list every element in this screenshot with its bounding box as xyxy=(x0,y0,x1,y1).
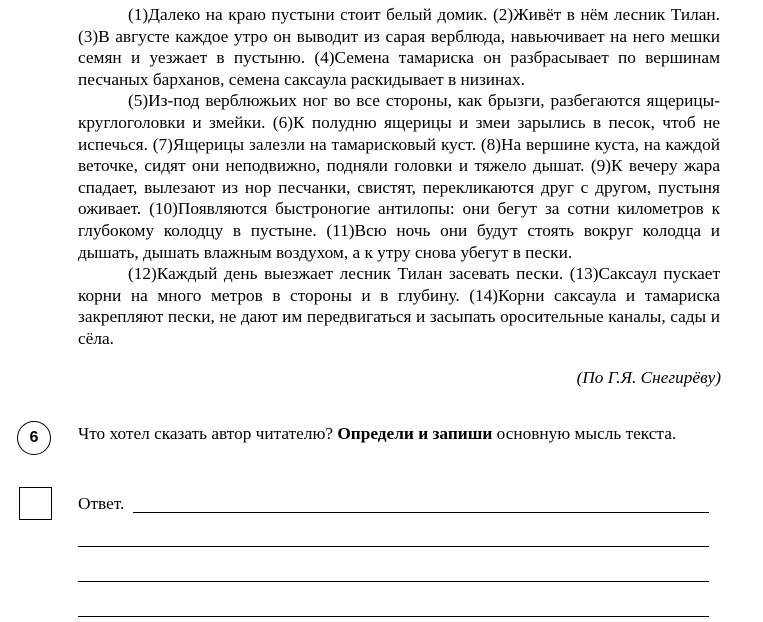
answer-line-3[interactable] xyxy=(78,581,709,582)
question-text-end: основную мысль текста. xyxy=(492,424,677,443)
passage-text xyxy=(78,4,720,350)
task-number: 6 xyxy=(29,429,39,446)
passage-source: (По Г.Я. Снегирёву) xyxy=(576,368,721,387)
passage-paragraph-1: (1)Далеко на краю пустыни стоит белый домик. (2)Живёт в нём лесник Тилан. (3)В августе каждое утро он выводит из сарая верблюда, навьючивает на него мешки семян и уезжает в пустыню. (4)Семена тамариска он разбрасывает по вершинам песчаных барханов, семена саксаула раскидывает в низинах. xyxy=(78,5,720,89)
passage-paragraph-3: (12)Каждый день выезжает лесник Тилан засевать пески. (13)Саксаул пускает корни на много метров в стороны и в глубину. (14)Корни саксаула и тамариска закрепляют пески, не дают им передвигаться и засыпать оросительные каналы, сады и сёла. xyxy=(78,264,720,348)
question-text-start: Что хотел сказать автор читателю? xyxy=(78,424,338,443)
answer-score-box[interactable] xyxy=(19,487,52,520)
task-number-circle xyxy=(17,421,51,455)
answer-line-2[interactable] xyxy=(78,546,709,547)
answer-line-1[interactable] xyxy=(133,512,709,513)
passage-paragraph-2: (5)Из-под верблюжьих ног во все стороны, как брызги, разбегаются ящерицы-круглоголовки и змейки. (6)К полудню ящерицы и змеи зарылись в песок, чтоб не испечься. (7)Ящерицы залезли на тамарисковый куст. (8)На вершине куста, на каждой веточке, сидят они неподвижно, подняли головки и тяжело дышат. (9)К вечеру жара спадает, вылезают из нор песчанки, свистят, перекликаются друг с другом, пустыня оживает. (10)Появляются быстроногие антилопы: они бегут за сотни километров к глубокому колодцу в пустыне. (11)Всю ночь они будут стоять вокруг колодца и дышать, дышать влажным воздухом, а к утру снова убегут в пески. xyxy=(78,91,720,262)
question-text-bold: Определи и запиши xyxy=(337,424,493,443)
task-question xyxy=(78,423,720,445)
answer-label: Ответ. xyxy=(78,494,125,513)
answer-line-4[interactable] xyxy=(78,616,709,617)
